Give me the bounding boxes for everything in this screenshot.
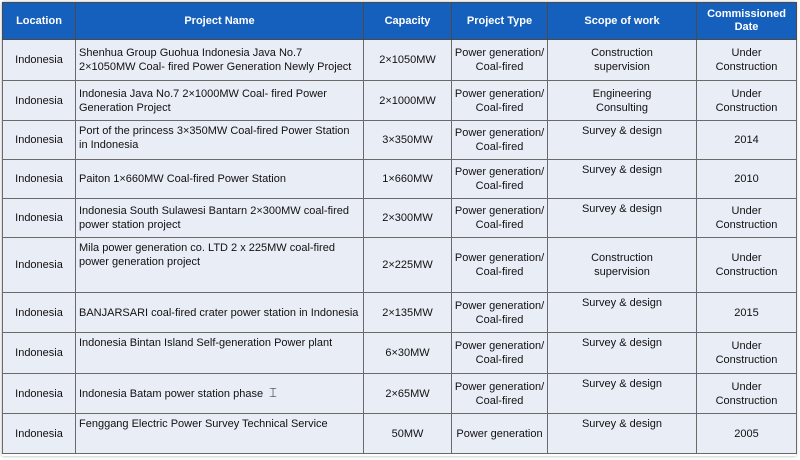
type-line1: Power generation/	[454, 340, 545, 352]
scope-line2: supervision	[594, 61, 650, 73]
header-commissioned-date	[697, 3, 797, 40]
type-line2: Coal-fired	[475, 141, 524, 153]
date-line1: Under	[731, 252, 762, 264]
cell-project-name: Indonesia Java No.7 2×1000MW Coal- fired Power Generation Project	[76, 81, 364, 121]
header-location: Location	[3, 3, 76, 40]
cell-location: Indonesia	[3, 414, 76, 454]
type-line2: Coal-fired	[475, 313, 524, 326]
date-line2: Construction	[715, 354, 778, 366]
scope-line1: Survey & design	[581, 203, 663, 215]
table-row	[3, 238, 797, 293]
cell-commissioned-date	[697, 40, 797, 81]
scope-line1: Survey & design	[581, 164, 663, 176]
cell-scope	[548, 121, 697, 160]
scope-line1: Survey & design	[581, 378, 663, 390]
cell-capacity: 2×225MW	[364, 238, 452, 293]
cell-capacity: 2×300MW	[364, 199, 452, 238]
scope-line1: Engineering	[592, 87, 652, 100]
type-line1: Power generation/	[454, 205, 545, 217]
scope-line1: Construction	[591, 47, 653, 59]
scope-line2: supervision	[594, 266, 650, 278]
table-row	[3, 333, 797, 374]
cell-location: Indonesia	[3, 333, 76, 374]
cell-project-name	[76, 374, 364, 414]
type-line2: Coal-fired	[475, 101, 524, 114]
cell-location: Indonesia	[3, 293, 76, 333]
cell-location: Indonesia	[3, 40, 76, 81]
cell-scope	[548, 238, 697, 293]
text-cursor-icon: ⌶	[269, 385, 277, 401]
cell-commissioned-date	[697, 81, 797, 121]
cell-capacity: 1×660MW	[364, 160, 452, 199]
table-row	[3, 414, 797, 454]
date-line1: Under	[731, 47, 762, 59]
type-line1: Power generation/	[454, 47, 545, 59]
date-line2: Construction	[715, 101, 778, 114]
projects-table	[2, 2, 797, 454]
cell-commissioned-date	[697, 374, 797, 414]
cell-capacity: 2×1050MW	[364, 40, 452, 81]
header-project-name: Project Name	[76, 3, 364, 40]
cell-project-name: Mila power generation co. LTD 2 x 225MW coal-fired power generation project	[76, 238, 364, 293]
cell-project-name: Port of the princess 3×350MW Coal-fired Power Station in Indonesia	[76, 121, 364, 160]
cell-project-name: Indonesia South Sulawesi Bantarn 2×300MW coal-fired power station project	[76, 199, 364, 238]
cell-scope	[548, 374, 697, 414]
date-line2: Construction	[715, 394, 778, 407]
cell-project-type	[452, 333, 548, 374]
cell-commissioned-date	[697, 293, 797, 333]
cell-capacity: 2×135MW	[364, 293, 452, 333]
header-project-type: Project Type	[452, 3, 548, 40]
type-line1: Power generation/	[454, 299, 545, 312]
cell-scope	[548, 40, 697, 81]
cell-scope	[548, 160, 697, 199]
cell-location: Indonesia	[3, 81, 76, 121]
cell-location: Indonesia	[3, 121, 76, 160]
header-row	[3, 3, 797, 40]
cell-project-type	[452, 121, 548, 160]
scope-line1: Survey & design	[581, 125, 663, 137]
cell-project-name: BANJARSARI coal-fired crater power station in Indonesia	[76, 293, 364, 333]
date-line2: Construction	[715, 219, 778, 231]
cell-project-type	[452, 199, 548, 238]
type-line2: Coal-fired	[475, 266, 524, 278]
cell-commissioned-date	[697, 238, 797, 293]
type-line1: Power generation	[456, 427, 543, 440]
date-line1: 2010	[734, 173, 759, 185]
cell-project-name: Indonesia Bintan Island Self-generation Power plant	[76, 333, 364, 374]
cell-project-type	[452, 40, 548, 81]
cell-commissioned-date	[697, 414, 797, 454]
table-row	[3, 374, 797, 414]
scope-line1: Survey & design	[581, 337, 663, 349]
cell-project-type	[452, 238, 548, 293]
date-line1: Under	[731, 340, 762, 352]
table-row	[3, 293, 797, 333]
table-row	[3, 160, 797, 199]
type-line1: Power generation/	[454, 87, 545, 100]
cell-project-type	[452, 160, 548, 199]
project-name-text: Indonesia Batam power station phase	[79, 387, 264, 400]
cell-capacity: 2×1000MW	[364, 81, 452, 121]
cell-location: Indonesia	[3, 199, 76, 238]
date-line1: 2014	[734, 134, 759, 146]
cell-project-type	[452, 81, 548, 121]
cell-project-name: Shenhua Group Guohua Indonesia Java No.7 2×1050MW Coal- fired Power Generation Newly Project	[76, 40, 364, 81]
table-row	[3, 81, 797, 121]
cell-project-type	[452, 374, 548, 414]
cell-location: Indonesia	[3, 160, 76, 199]
cell-capacity: 6×30MW	[364, 333, 452, 374]
cell-project-name: Paiton 1×660MW Coal-fired Power Station	[76, 160, 364, 199]
header-commissioned-line1: Commissioned	[707, 8, 786, 20]
date-line1: Under	[731, 380, 762, 393]
date-line1: 2005	[734, 427, 759, 440]
type-line2: Coal-fired	[475, 394, 524, 407]
table-row	[3, 40, 797, 81]
date-line1: 2015	[734, 306, 759, 319]
cell-commissioned-date	[697, 199, 797, 238]
scope-line2: Consulting	[596, 101, 648, 114]
cell-capacity: 3×350MW	[364, 121, 452, 160]
cell-capacity: 50MW	[364, 414, 452, 454]
type-line1: Power generation/	[454, 252, 545, 264]
date-line2: Construction	[715, 61, 778, 73]
cell-location: Indonesia	[3, 374, 76, 414]
scope-line1: Survey & design	[581, 418, 663, 430]
type-line1: Power generation/	[454, 380, 545, 393]
type-line1: Power generation/	[454, 166, 545, 178]
date-line2: Construction	[715, 266, 778, 278]
cell-commissioned-date	[697, 333, 797, 374]
cell-project-type	[452, 293, 548, 333]
type-line2: Coal-fired	[475, 354, 524, 366]
type-line2: Coal-fired	[475, 61, 524, 73]
cell-scope	[548, 199, 697, 238]
type-line2: Coal-fired	[475, 219, 524, 231]
table-row	[3, 121, 797, 160]
header-capacity: Capacity	[364, 3, 452, 40]
cell-project-type	[452, 414, 548, 454]
cell-location: Indonesia	[3, 238, 76, 293]
header-commissioned-line2: Date	[734, 21, 759, 33]
header-scope: Scope of work	[548, 3, 697, 40]
type-line1: Power generation/	[454, 127, 545, 139]
cell-scope	[548, 414, 697, 454]
cell-project-name: Fenggang Electric Power Survey Technical Service	[76, 414, 364, 454]
cell-scope	[548, 293, 697, 333]
scope-line1: Survey & design	[581, 297, 663, 309]
table-frame	[2, 2, 796, 456]
scope-line1: Construction	[591, 252, 653, 264]
cell-capacity: 2×65MW	[364, 374, 452, 414]
type-line2: Coal-fired	[475, 180, 524, 192]
date-line1: Under	[731, 205, 762, 217]
cell-commissioned-date	[697, 121, 797, 160]
table-row	[3, 199, 797, 238]
cell-scope	[548, 333, 697, 374]
cell-scope	[548, 81, 697, 121]
date-line1: Under	[731, 87, 762, 100]
cell-commissioned-date	[697, 160, 797, 199]
